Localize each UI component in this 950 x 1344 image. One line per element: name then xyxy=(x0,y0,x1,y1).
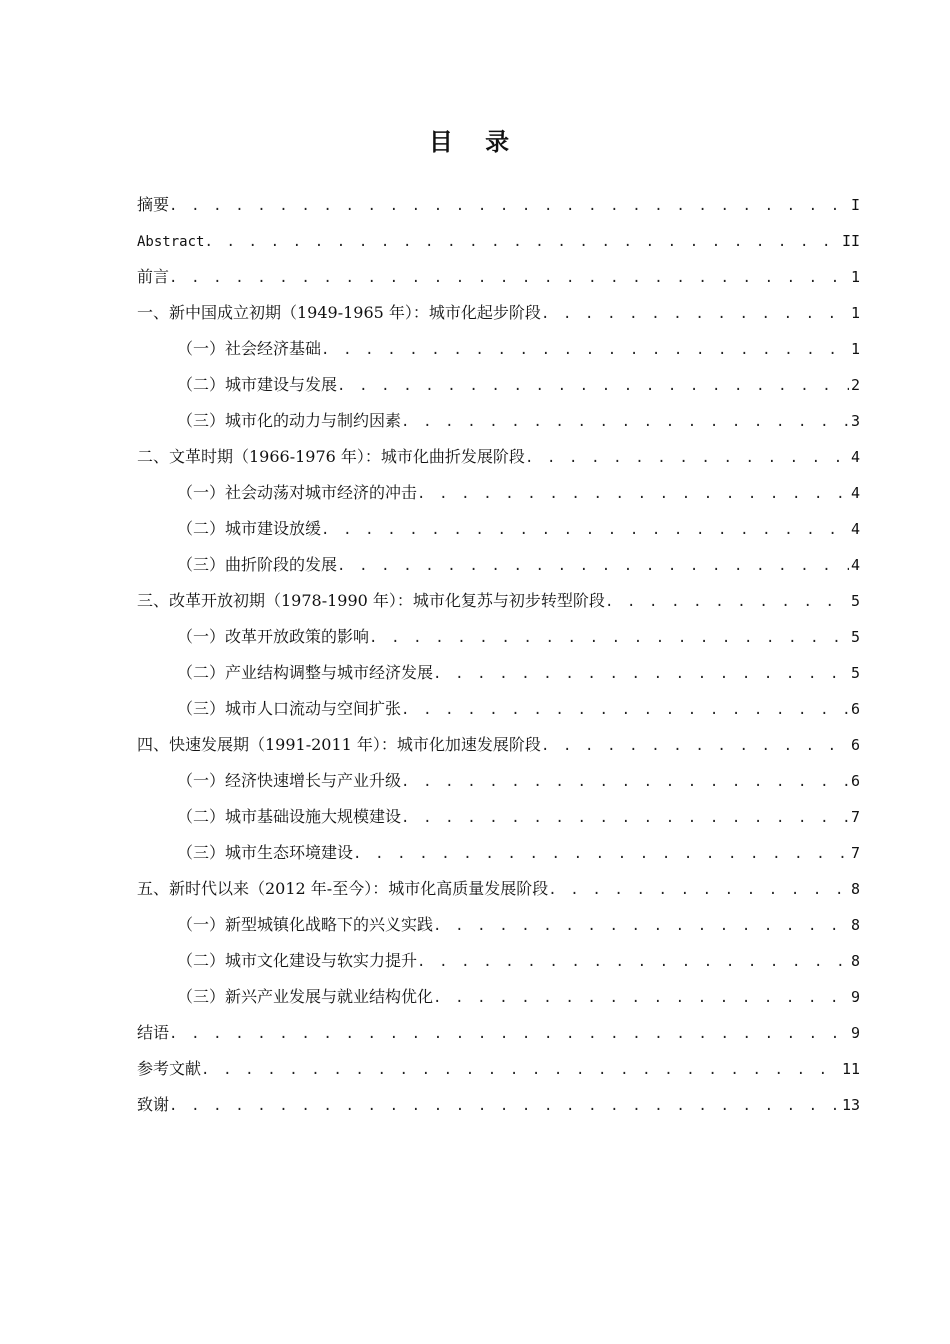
toc-leader-dots xyxy=(169,1016,849,1052)
toc-entry[interactable] xyxy=(137,403,860,439)
toc-leader-dots xyxy=(401,404,849,440)
toc-entry-label: 二、文革时期（1966-1976 年）：城市化曲折发展阶段 xyxy=(137,447,525,466)
toc-entry[interactable] xyxy=(137,331,860,367)
toc-entry-label: 三、改革开放初期（1978-1990 年）：城市化复苏与初步转型阶段 xyxy=(137,591,605,610)
toc-entry-page: 9 xyxy=(850,1024,860,1042)
toc-entry-page: 5 xyxy=(850,664,860,682)
table-of-contents xyxy=(137,187,860,1123)
toc-entry[interactable] xyxy=(137,691,860,727)
toc-entry-label: （三）城市化的动力与制约因素 xyxy=(177,411,402,430)
toc-entry-label: （一）社会动荡对城市经济的冲击 xyxy=(177,483,418,502)
toc-entry[interactable] xyxy=(137,439,860,475)
toc-leader-dots xyxy=(417,476,849,512)
toc-entry-page: 4 xyxy=(850,484,860,502)
toc-entry-page: 8 xyxy=(850,880,860,898)
toc-entry[interactable] xyxy=(137,727,860,763)
toc-leader-dots xyxy=(433,980,849,1016)
toc-leader-dots xyxy=(321,512,849,548)
toc-leader-dots xyxy=(204,224,840,260)
toc-entry-label: （二）产业结构调整与城市经济发展 xyxy=(177,663,434,682)
toc-leader-dots xyxy=(369,620,849,656)
toc-leader-dots xyxy=(433,656,849,692)
toc-entry-label: （一）新型城镇化战略下的兴义实践 xyxy=(177,915,434,934)
toc-entry-label: （三）曲折阶段的发展 xyxy=(177,555,338,574)
toc-entry-page: 4 xyxy=(850,520,860,538)
toc-entry-label: （三）新兴产业发展与就业结构优化 xyxy=(177,987,434,1006)
toc-entry[interactable] xyxy=(137,187,860,223)
toc-entry-page: 9 xyxy=(850,988,860,1006)
toc-entry[interactable] xyxy=(137,547,860,583)
toc-leader-dots xyxy=(401,800,849,836)
toc-entry-label: （三）城市生态环境建设 xyxy=(177,843,354,862)
toc-entry-label: （三）城市人口流动与空间扩张 xyxy=(177,699,402,718)
toc-entry[interactable] xyxy=(137,1051,860,1087)
toc-leader-dots xyxy=(401,692,849,728)
toc-entry-page: 4 xyxy=(850,556,860,574)
toc-entry-label: （二）城市建设放缓 xyxy=(177,519,322,538)
toc-entry-page: I xyxy=(850,196,860,214)
toc-entry[interactable] xyxy=(137,475,860,511)
toc-entry-page: 11 xyxy=(841,1060,860,1078)
toc-entry-label: （一）社会经济基础 xyxy=(177,339,322,358)
toc-leader-dots xyxy=(337,548,849,584)
toc-leader-dots xyxy=(321,332,849,368)
toc-entry[interactable] xyxy=(137,511,860,547)
toc-entry-label: 前言 xyxy=(137,267,170,286)
toc-leader-dots xyxy=(169,188,849,224)
toc-entry-label: 四、快速发展期（1991-2011 年）：城市化加速发展阶段 xyxy=(137,735,541,754)
toc-entry[interactable] xyxy=(137,655,860,691)
toc-entry-page: 1 xyxy=(850,340,860,358)
toc-entry[interactable] xyxy=(137,907,860,943)
toc-entry[interactable] xyxy=(137,799,860,835)
toc-entry-page: 5 xyxy=(850,592,860,610)
toc-entry-page: 6 xyxy=(850,736,860,754)
toc-entry[interactable] xyxy=(137,835,860,871)
toc-leader-dots xyxy=(401,764,849,800)
toc-entry-label: （二）城市建设与发展 xyxy=(177,375,338,394)
toc-entry-page: 7 xyxy=(850,808,860,826)
toc-leader-dots xyxy=(548,872,849,908)
toc-leader-dots xyxy=(541,296,849,332)
toc-entry[interactable] xyxy=(137,1087,860,1123)
toc-entry-page: 8 xyxy=(850,952,860,970)
toc-entry[interactable] xyxy=(137,223,860,259)
toc-entry[interactable] xyxy=(137,619,860,655)
toc-leader-dots xyxy=(337,368,849,404)
page-title: 目 录 xyxy=(428,128,522,156)
toc-entry[interactable] xyxy=(137,1015,860,1051)
toc-entry-label: （二）城市基础设施大规模建设 xyxy=(177,807,402,826)
toc-entry-label: 参考文献 xyxy=(137,1059,202,1078)
toc-entry[interactable] xyxy=(137,295,860,331)
toc-entry[interactable] xyxy=(137,259,860,295)
toc-entry-page: 7 xyxy=(850,844,860,862)
toc-entry-label: 一、新中国成立初期（1949-1965 年）：城市化起步阶段 xyxy=(137,303,541,322)
toc-entry-label: （一）改革开放政策的影响 xyxy=(177,627,370,646)
toc-leader-dots xyxy=(417,944,849,980)
toc-leader-dots xyxy=(353,836,849,872)
toc-entry-page: 13 xyxy=(841,1096,860,1114)
toc-entry-page: 1 xyxy=(850,268,860,286)
toc-entry[interactable] xyxy=(137,763,860,799)
toc-entry-label: （一）经济快速增长与产业升级 xyxy=(177,771,402,790)
toc-entry[interactable] xyxy=(137,943,860,979)
toc-leader-dots xyxy=(169,260,849,296)
toc-entry-page: 4 xyxy=(850,448,860,466)
toc-entry-page: 8 xyxy=(850,916,860,934)
toc-entry[interactable] xyxy=(137,367,860,403)
toc-entry-page: 5 xyxy=(850,628,860,646)
toc-entry-page: 3 xyxy=(850,412,860,430)
toc-entry-label: Abstract xyxy=(137,234,205,250)
toc-entry-label: 结语 xyxy=(137,1023,170,1042)
toc-entry[interactable] xyxy=(137,979,860,1015)
toc-entry-label: （二）城市文化建设与软实力提升 xyxy=(177,951,418,970)
toc-leader-dots xyxy=(541,728,849,764)
toc-leader-dots xyxy=(201,1052,840,1088)
toc-leader-dots xyxy=(605,584,849,620)
toc-entry-page: 1 xyxy=(850,304,860,322)
toc-entry-page: 2 xyxy=(850,376,860,394)
toc-entry-label: 摘要 xyxy=(137,195,170,214)
toc-leader-dots xyxy=(433,908,849,944)
toc-entry-page: 6 xyxy=(850,772,860,790)
toc-entry[interactable] xyxy=(137,871,860,907)
toc-entry[interactable] xyxy=(137,583,860,619)
toc-entry-label: 五、新时代以来（2012 年-至今）：城市化高质量发展阶段 xyxy=(137,879,549,898)
toc-entry-page: II xyxy=(841,232,860,250)
toc-leader-dots xyxy=(525,440,849,476)
toc-entry-page: 6 xyxy=(850,700,860,718)
toc-entry-label: 致谢 xyxy=(137,1095,170,1114)
toc-leader-dots xyxy=(169,1088,840,1124)
